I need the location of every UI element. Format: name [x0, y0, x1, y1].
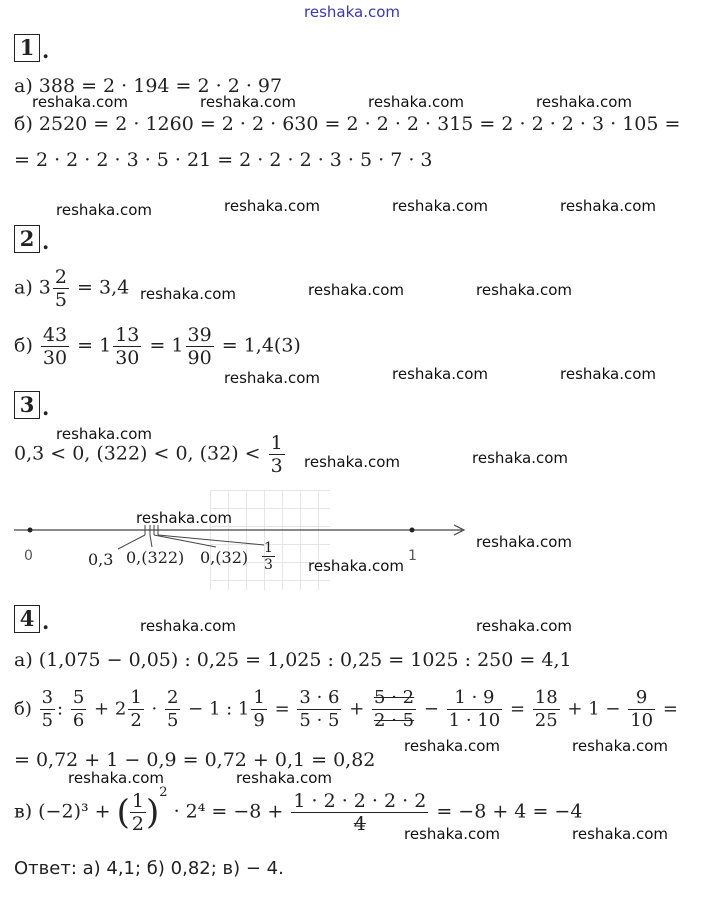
- axis-label-one: 1: [408, 548, 417, 564]
- task4-c-mid: · 2⁴ = −8 +: [173, 800, 284, 823]
- task-number-3: 3: [14, 391, 40, 419]
- point-one: [410, 528, 415, 533]
- task4-c-prefix: в) (−2)³ +: [14, 800, 111, 823]
- inequality-text: 0,3 < 0, (322) < 0, (32) <: [14, 442, 261, 465]
- task-number-2: 2: [14, 225, 40, 253]
- task2-line-b: [14, 324, 301, 369]
- watermark: reshaka.com: [224, 369, 320, 387]
- fraction: $\frac{1 \cdot 9}{1 \cdot 10}$: [448, 687, 501, 731]
- watermark: reshaka.com: [32, 93, 128, 111]
- axis-label-third: $\frac{1}{3}$: [264, 540, 273, 573]
- task4-line-b: [14, 687, 678, 732]
- watermark: reshaka.com: [572, 825, 668, 843]
- axis-label-zero: 0: [24, 548, 33, 564]
- watermark: reshaka.com: [200, 93, 296, 111]
- watermark: reshaka.com: [404, 737, 500, 755]
- task-number-1: 1: [14, 34, 40, 62]
- watermark: reshaka.com: [476, 533, 572, 551]
- task-dot: .: [42, 229, 50, 254]
- task1-line-a: а) 388 = 2 · 194 = 2 · 2 · 97: [14, 75, 283, 97]
- fraction: $\frac{2}{5}$: [166, 687, 179, 731]
- fraction: $\frac{1}{9}$: [253, 687, 265, 731]
- fraction: $\frac{1}{2}$: [130, 687, 142, 731]
- task1-line-b1: б) 2520 = 2 · 1260 = 2 · 2 · 630 = 2 · 2 · 2 · 315 = 2 · 2 · 2 · 3 · 105 =: [14, 113, 681, 135]
- watermark: reshaka.com: [476, 281, 572, 299]
- task4-c-tail: = −8 + 4 = −4: [436, 800, 583, 823]
- watermark: reshaka.com: [56, 425, 152, 443]
- task-dot: .: [42, 38, 50, 63]
- site-header[interactable]: reshaka.com: [304, 3, 400, 21]
- watermark: reshaka.com: [224, 197, 320, 215]
- fraction: $\frac{5}{6}$: [72, 687, 85, 731]
- operator: +: [349, 698, 365, 720]
- point-zero: [28, 528, 33, 533]
- watermark: reshaka.com: [572, 737, 668, 755]
- watermark: reshaka.com: [236, 769, 332, 787]
- watermark: reshaka.com: [404, 825, 500, 843]
- fraction: $\frac{3}{5}$: [41, 687, 54, 731]
- task2-b-prefix: б): [14, 334, 33, 357]
- task-number-4: 4: [14, 605, 40, 633]
- watermark: reshaka.com: [308, 557, 404, 575]
- fraction: $\frac{39}{90}$: [187, 324, 212, 369]
- fraction: $\frac{18}{25}$: [534, 687, 558, 731]
- operator: ·: [151, 698, 158, 720]
- task1-line-b2: = 2 · 2 · 2 · 3 · 5 · 21 = 2 · 2 · 2 · 3 · 5 · 7 · 3: [14, 149, 433, 171]
- fraction: $\frac{43}{30}$: [42, 324, 68, 369]
- power: 2: [159, 785, 168, 801]
- operator: − 1 : 1: [188, 698, 250, 720]
- axis-label-032: 0,(32): [200, 548, 249, 567]
- watermark: reshaka.com: [140, 617, 236, 635]
- operator: =: [274, 698, 290, 720]
- fraction: $\frac{3 \cdot 6}{5 \cdot 5}$: [299, 687, 340, 731]
- fraction: $\frac{2}{5}$: [54, 266, 67, 311]
- answer-line: Ответ: а) 4,1; б) 0,82; в) − 4.: [14, 858, 284, 879]
- watermark: reshaka.com: [536, 93, 632, 111]
- leader-third: [158, 535, 264, 545]
- task4-line-a: а) (1,075 − 0,05) : 0,25 = 1,025 : 0,25 = 1025 : 250 = 4,1: [14, 649, 572, 671]
- task4-line-c: в) (−2)³ + ( $\frac{1}{2}$ )$^2$ · 2⁴ = −8 + $\frac{1 \cdot 2 \cdot 2 \cdot 2 \cdot 2}{4}$ = −8 + 4 = −4: [14, 785, 583, 835]
- watermark: reshaka.com: [368, 93, 464, 111]
- watermark: reshaka.com: [140, 285, 236, 303]
- task2-b-result: = 1,4(3): [221, 334, 301, 357]
- axis-label-03: 0,3: [88, 550, 114, 569]
- watermark: reshaka.com: [560, 365, 656, 383]
- task2-line-a: [14, 266, 129, 311]
- fraction: $\frac{13}{30}$: [115, 324, 140, 369]
- task2-a-result: = 3,4: [77, 276, 130, 299]
- operator: + 1 −: [567, 698, 621, 720]
- task2-a-prefix: а) 3: [14, 276, 51, 299]
- task4-line-b2: = 0,72 + 1 − 0,9 = 0,72 + 0,1 = 0,82: [14, 749, 376, 771]
- fraction: $\frac{1}{2}$: [131, 790, 144, 835]
- task4-b-prefix: б): [14, 698, 32, 720]
- operator: + 2: [94, 698, 127, 720]
- fraction-struck: $\frac{5 \cdot 2}{2 \cdot 5}$: [374, 687, 415, 731]
- equals: = 1: [77, 334, 112, 357]
- fraction: $\frac{1}{3}$: [270, 432, 283, 477]
- watermark: reshaka.com: [560, 197, 656, 215]
- watermark: reshaka.com: [304, 453, 400, 471]
- operator: :: [57, 698, 64, 720]
- axis-label-0322: 0,(322): [126, 548, 185, 567]
- operator: =: [509, 698, 526, 720]
- watermark: reshaka.com: [472, 449, 568, 467]
- fraction-big: $\frac{1 \cdot 2 \cdot 2 \cdot 2 \cdot 2}{4}$: [293, 790, 427, 835]
- watermark: reshaka.com: [476, 617, 572, 635]
- operator: =: [662, 698, 678, 720]
- equals: = 1: [149, 334, 184, 357]
- task-dot: .: [42, 395, 50, 420]
- watermark: reshaka.com: [136, 509, 232, 527]
- watermark: reshaka.com: [68, 769, 164, 787]
- watermark: reshaka.com: [392, 365, 488, 383]
- watermark: reshaka.com: [392, 197, 488, 215]
- operator: −: [423, 698, 439, 720]
- watermark: reshaka.com: [56, 201, 152, 219]
- fraction: $\frac{9}{10}$: [630, 687, 654, 731]
- task-dot: .: [42, 609, 50, 634]
- watermark: reshaka.com: [308, 281, 404, 299]
